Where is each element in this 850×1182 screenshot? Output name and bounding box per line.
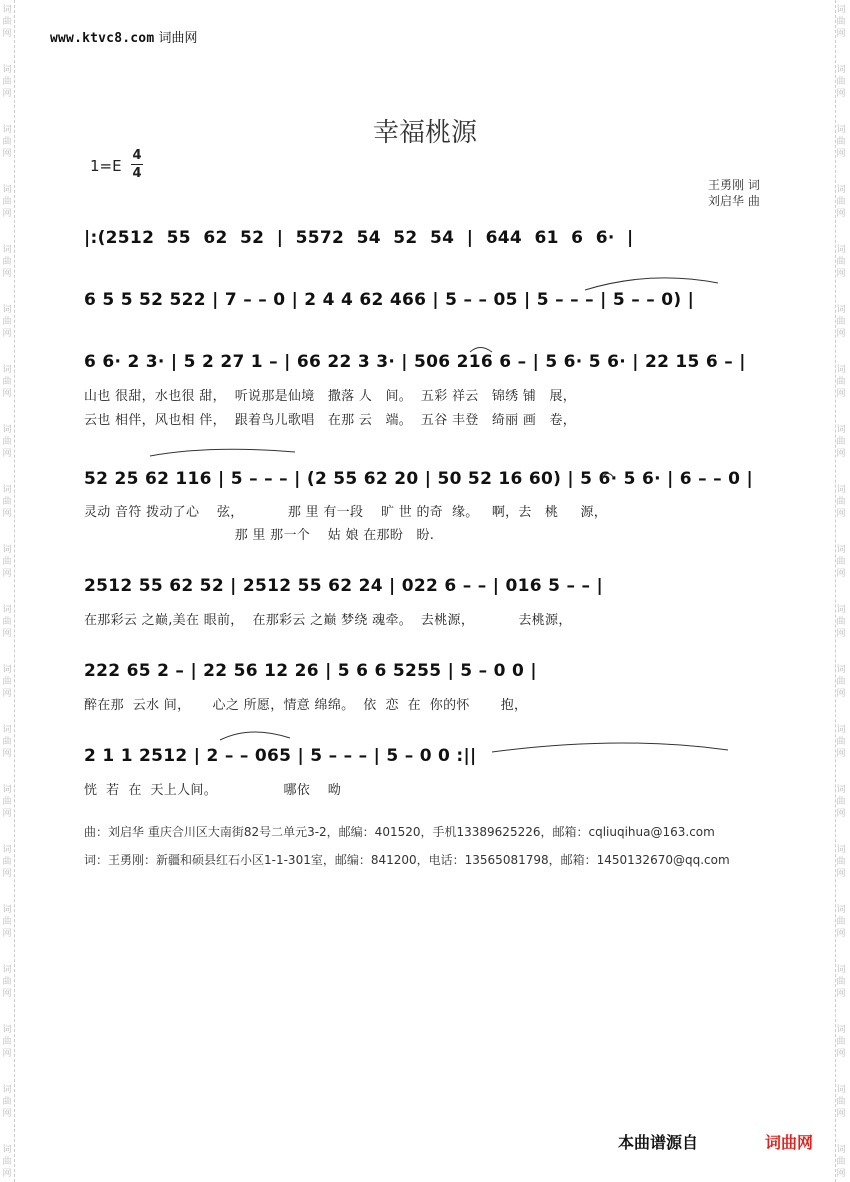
score-line-5: 2512 55 62 52 | 2512 55 62 24 | 022 6 – – | 016 5 – – | xyxy=(84,576,603,596)
score-line-7: 2 1 1 2512 | 2 – – 065 | 5 – – – | 5 – 0 0 :|| xyxy=(84,746,477,766)
watermark-char: 网 xyxy=(2,929,12,939)
watermark-char: 网 xyxy=(836,269,846,279)
score-line-6: 222 65 2 – | 22 56 12 26 | 5 6 6 5255 | 5 – 0 0 | xyxy=(84,661,537,681)
lyricist-contact: 词：王勇刚：新疆和硕县红石小区1-1-301室，邮编：841200，电话：13565081798，邮箱：1450132670@qq.com xyxy=(84,853,730,867)
watermark-char: 曲 xyxy=(836,257,846,267)
watermark-char: 曲 xyxy=(836,137,846,147)
watermark-char: 词 xyxy=(2,725,12,735)
watermark-char: 网 xyxy=(836,1169,846,1179)
watermark-char: 网 xyxy=(2,1049,12,1059)
watermark-char: 词 xyxy=(836,185,846,195)
watermark-char: 网 xyxy=(836,1109,846,1119)
watermark-char: 词 xyxy=(2,305,12,315)
watermark-char: 网 xyxy=(836,329,846,339)
watermark-char: 曲 xyxy=(2,137,12,147)
watermark-char: 词 xyxy=(836,65,846,75)
watermark-char: 网 xyxy=(836,449,846,459)
watermark-char: 词 xyxy=(2,785,12,795)
lyric-line-5: 在那彩云 之巅,美在 眼前， 在那彩云 之巅 梦绕 魂牵。 去桃源， 去桃源， xyxy=(84,613,572,628)
score-line-4: 52 25 62 116 | 5 – – – | (2 55 62 20 | 50 52 16 60) | 5 6· 5 6· | 6 – – 0 | xyxy=(84,469,754,489)
watermark-char: 网 xyxy=(836,149,846,159)
watermark-char: 词 xyxy=(2,665,12,675)
watermark-char: 曲 xyxy=(836,737,846,747)
watermark-char: 曲 xyxy=(836,677,846,687)
watermark-char: 网 xyxy=(836,209,846,219)
watermark-char: 曲 xyxy=(2,797,12,807)
watermark-char: 网 xyxy=(836,869,846,879)
watermark-char: 曲 xyxy=(836,317,846,327)
watermark-char: 词 xyxy=(2,545,12,555)
watermark-char: 网 xyxy=(836,89,846,99)
watermark-char: 词 xyxy=(2,5,12,15)
watermark-char: 曲 xyxy=(2,437,12,447)
watermark-char: 网 xyxy=(836,929,846,939)
watermark-char: 曲 xyxy=(2,1097,12,1107)
watermark-char: 词 xyxy=(836,665,846,675)
watermark-char: 网 xyxy=(2,1169,12,1179)
watermark-char: 网 xyxy=(2,449,12,459)
source-label: 本曲谱源自 xyxy=(618,1133,699,1152)
watermark-char: 曲 xyxy=(2,617,12,627)
watermark-char: 曲 xyxy=(2,977,12,987)
watermark-char: 网 xyxy=(836,629,846,639)
watermark-char: 网 xyxy=(836,509,846,519)
watermark-char: 词 xyxy=(2,1145,12,1155)
watermark-char: 网 xyxy=(836,29,846,39)
watermark-char: 网 xyxy=(836,989,846,999)
watermark-char: 曲 xyxy=(2,497,12,507)
watermark-char: 曲 xyxy=(2,917,12,927)
watermark-char: 词 xyxy=(2,425,12,435)
watermark-char: 词 xyxy=(2,245,12,255)
score-line-2: 6 5 5 52 522 | 7 – – 0 | 2 4 4 62 466 | 5 – – 05 | 5 – – – | 5 – – 0) | xyxy=(84,290,695,310)
score-line-3: 6 6· 2 3· | 5 2 27 1 – | 66 22 3 3· | 506 216 6 – | 5 6· 5 6· | 22 15 6 – | xyxy=(84,352,746,372)
time-top: 4 xyxy=(132,148,142,163)
lyric-line-7: 恍 若 在 天上人间。 哪依 呦 xyxy=(84,783,342,798)
watermark-char: 网 xyxy=(2,989,12,999)
watermark-char: 曲 xyxy=(2,1037,12,1047)
watermark-char: 网 xyxy=(2,269,12,279)
watermark-char: 网 xyxy=(2,629,12,639)
watermark-char: 曲 xyxy=(2,77,12,87)
watermark-char: 词 xyxy=(836,605,846,615)
watermark-char: 曲 xyxy=(836,797,846,807)
watermark-char: 网 xyxy=(836,689,846,699)
watermark-char: 词 xyxy=(836,305,846,315)
watermark-char: 曲 xyxy=(836,617,846,627)
watermark-char: 词 xyxy=(2,905,12,915)
watermark-char: 词 xyxy=(836,545,846,555)
watermark-char: 词 xyxy=(2,1085,12,1095)
key-signature: 1=E xyxy=(90,157,122,175)
lyric-line-3b: 云也 相伴，风也相 伴， 跟着鸟儿歌唱 在那 云 端。 五谷 丰登 绮丽 画 卷， xyxy=(84,413,577,428)
watermark-char: 曲 xyxy=(2,677,12,687)
watermark-char: 网 xyxy=(836,809,846,819)
watermark-char: 曲 xyxy=(836,1037,846,1047)
watermark-char: 曲 xyxy=(836,437,846,447)
composer-contact: 曲：刘启华 重庆合川区大南街82号二单元3-2，邮编：401520，手机13389625226，邮箱：cqliuqihua@163.com xyxy=(84,825,715,839)
watermark-char: 网 xyxy=(2,389,12,399)
lyric-line-3a: 山也 很甜，水也很 甜， 听说那是仙境 撒落 人 间。 五彩 祥云 锦绣 铺 展， xyxy=(84,389,577,404)
watermark-char: 曲 xyxy=(2,317,12,327)
watermark-char: 网 xyxy=(2,329,12,339)
site-url[interactable]: www.ktvc8.com xyxy=(50,31,155,46)
watermark-char: 词 xyxy=(836,485,846,495)
watermark-char: 曲 xyxy=(836,557,846,567)
watermark-char: 词 xyxy=(836,1145,846,1155)
watermark-char: 网 xyxy=(2,809,12,819)
watermark-char: 曲 xyxy=(2,377,12,387)
watermark-char: 词 xyxy=(836,905,846,915)
lyricist-credit: 王勇刚 词 xyxy=(708,178,760,192)
watermark-char: 词 xyxy=(836,1025,846,1035)
watermark-char: 词 xyxy=(836,425,846,435)
watermark-char: 曲 xyxy=(836,857,846,867)
watermark-char: 网 xyxy=(2,149,12,159)
composer-credit: 刘启华 曲 xyxy=(708,194,760,208)
watermark-char: 网 xyxy=(2,569,12,579)
watermark-char: 网 xyxy=(2,29,12,39)
watermark-char: 词 xyxy=(836,5,846,15)
watermark-char: 网 xyxy=(836,1049,846,1059)
watermark-char: 曲 xyxy=(836,1157,846,1167)
watermark-char: 词 xyxy=(836,845,846,855)
watermark-char: 曲 xyxy=(836,377,846,387)
watermark-char: 曲 xyxy=(836,1097,846,1107)
watermark-char: 网 xyxy=(2,869,12,879)
watermark-char: 网 xyxy=(2,1109,12,1119)
score-line-1: |:(2512 55 62 52 | 5572 54 52 54 | 644 61 6 6· | xyxy=(84,228,634,248)
watermark-char: 网 xyxy=(2,689,12,699)
watermark-char: 词 xyxy=(2,125,12,135)
watermark-char: 曲 xyxy=(836,77,846,87)
watermark-char: 曲 xyxy=(836,17,846,27)
lyric-line-6: 醉在那 云水 间， 心之 所愿，情意 绵绵。 依 恋 在 你的怀 抱， xyxy=(84,698,528,713)
watermark-char: 词 xyxy=(2,845,12,855)
watermark-char: 曲 xyxy=(836,977,846,987)
watermark-char: 曲 xyxy=(2,197,12,207)
watermark-char: 网 xyxy=(836,569,846,579)
lyric-line-4b: 那 里 那一个 姑 娘 在那盼 盼. xyxy=(84,528,435,543)
watermark-char: 词 xyxy=(836,1085,846,1095)
lyric-line-4a: 灵动 音符 拨动了心 弦， 那 里 有一段 旷 世 的奇 缘。 啊，去 桃 源， xyxy=(84,505,608,520)
watermark-char: 词 xyxy=(2,965,12,975)
watermark-char: 词 xyxy=(836,785,846,795)
watermark-char: 曲 xyxy=(2,1157,12,1167)
watermark-char: 曲 xyxy=(2,737,12,747)
watermark-char: 曲 xyxy=(2,257,12,267)
watermark-char: 词 xyxy=(836,965,846,975)
watermark-char: 词 xyxy=(836,125,846,135)
watermark-char: 词 xyxy=(2,485,12,495)
watermark-char: 词 xyxy=(2,1025,12,1035)
watermark-char: 曲 xyxy=(2,557,12,567)
watermark-char: 网 xyxy=(2,749,12,759)
watermark-char: 曲 xyxy=(2,857,12,867)
watermark-char: 词 xyxy=(2,605,12,615)
watermark-char: 曲 xyxy=(2,17,12,27)
watermark-char: 词 xyxy=(2,65,12,75)
watermark-char: 网 xyxy=(2,89,12,99)
watermark-char: 词 xyxy=(2,365,12,375)
song-title: 幸福桃源 xyxy=(372,118,477,148)
watermark-char: 网 xyxy=(836,389,846,399)
source-site-link[interactable]: 词曲网 xyxy=(765,1133,814,1152)
watermark-char: 词 xyxy=(836,245,846,255)
watermark-char: 网 xyxy=(836,749,846,759)
watermark-char: 曲 xyxy=(836,497,846,507)
watermark-char: 曲 xyxy=(836,197,846,207)
time-bottom: 4 xyxy=(132,166,142,181)
watermark-char: 词 xyxy=(836,365,846,375)
watermark-char: 网 xyxy=(2,209,12,219)
watermark-char: 词 xyxy=(2,185,12,195)
site-name[interactable]: 词曲网 xyxy=(158,31,198,46)
watermark-char: 网 xyxy=(2,509,12,519)
watermark-char: 曲 xyxy=(836,917,846,927)
watermark-char: 词 xyxy=(836,725,846,735)
